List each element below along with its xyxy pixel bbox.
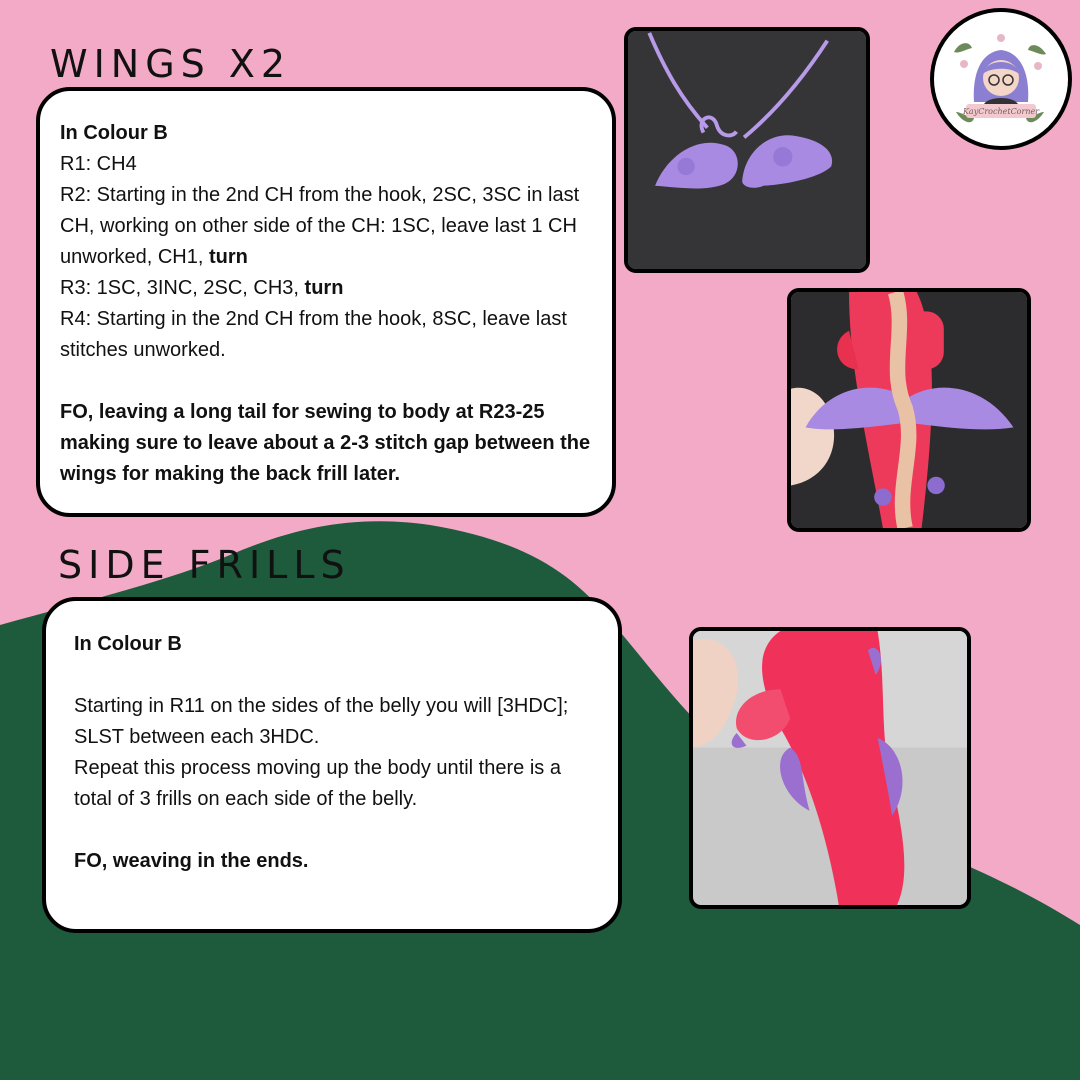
- logo-signature: KayCrochetCorner: [962, 107, 1040, 116]
- side-frills-instructions-card: [42, 597, 622, 933]
- wings-round-3: R3: 1SC, 3INC, 2SC, CH3, turn: [60, 277, 344, 299]
- side-frills-heading: SIDE FRILLS: [58, 543, 351, 587]
- side-frills-finish-off: FO, weaving in the ends.: [74, 850, 309, 872]
- wings-round-4: R4: Starting in the 2nd CH from the hook, 8SC, leave last stitches unworked.: [60, 308, 567, 361]
- wings-finish-off: FO, leaving a long tail for sewing to body at R23-25 making sure to leave about a 2-3 stitch gap between the wings for making the back frill later.: [60, 401, 591, 485]
- wings-heading: WINGS X2: [50, 42, 292, 86]
- turn-label: turn: [208, 246, 248, 268]
- wings-photo: [624, 27, 870, 273]
- wings-colour-label: In Colour B: [60, 122, 168, 144]
- side-frills-colour-label: In Colour B: [74, 633, 182, 655]
- wings-attached-photo: [787, 288, 1031, 532]
- brand-logo: [930, 8, 1072, 150]
- wings-round-1: R1: CH4: [60, 153, 137, 175]
- wings-round-2: R2: Starting in the 2nd CH from the hook, 2SC, 3SC in last CH, working on other side of the CH: 1SC, leave last 1 CH unworked, CH1, turn: [60, 184, 580, 268]
- side-frills-photo: [689, 627, 971, 909]
- turn-label: turn: [304, 277, 344, 299]
- side-frills-step-1: Starting in R11 on the sides of the belly you will [3HDC]; SLST between each 3HDC.: [74, 695, 569, 748]
- side-frills-step-2: Repeat this process moving up the body until there is a total of 3 frills on each side of the belly.: [74, 757, 561, 810]
- wings-instructions-card: [36, 87, 616, 517]
